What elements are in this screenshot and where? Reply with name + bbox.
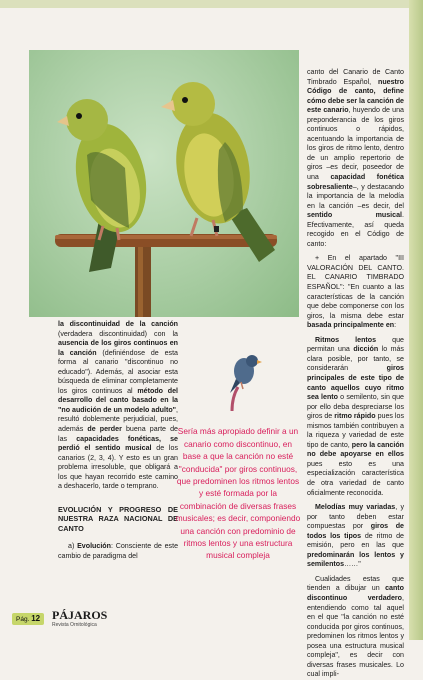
left-column: [58, 320, 178, 561]
right-paragraph-4: Melodías muy variadas, y por tanto deben estar compuestas por giros de todos los tipos de ritmo de emisión, pero en las que predominarán los lentos y semilentos……": [307, 503, 404, 569]
bird-icon: [226, 353, 262, 411]
left-paragraph-1: la discontinuidad de la canción (verdadera discontinuidad) con la ausencia de los giros continuos en la canción (definiéndose de esta forma al canario "discontinuo no educado"). Además, al asociar esta búsqueda de eliminar completamente los giros continuos al método del desarrollo del canto basado en la "no audición de un modelo adulto", resultó doblemente perjudicial, pues, además de perder buena parte de las capacidades fonéticas, se perdió el sentido musical de los canarios (2, 3, 4). Y esto es un gran problema irresoluble, que obligará a los que hayan recorrido este camino a deshacerlo, tarde o temprano.: [58, 320, 178, 491]
right-edge-stripe: [409, 0, 423, 640]
right-column: [307, 68, 404, 680]
magazine-logo: PÁJAROS: [52, 608, 108, 622]
top-edge: [0, 0, 423, 8]
right-paragraph-2: + En el apartado "III VALORACIÓN DEL CANTO. EL CANARIO TIMBRADO ESPAÑOL": "En cuanto a las características de la canción que debe componerse con los giros, la misma debe estar basada principalmente en:: [307, 254, 404, 330]
canary-photo: [29, 50, 299, 317]
page-number-badge: Pág. 12: [12, 613, 44, 625]
page-number: 12: [31, 614, 41, 623]
right-paragraph-3: Ritmos lentos que permitan una dicción lo más clara posible, por tanto, se considerarán giros principales de este tipo de canto aquellos cuyo ritmo sea lento o semilento, sin que por ello deba despreciarse los giros de ritmo rápido pues los mismos también contribuyen a la riqueza y variedad de este tipo de canto, pero la canción no debe apoyarse en ellos pues esto es una especialización característica de otra variedad de canto oficialmente reconocida.: [307, 335, 405, 497]
section-heading: EVOLUCIÓN Y PROGRESO DE NUESTRA RAZA NACIONAL DE CANTO: [58, 504, 178, 533]
right-paragraph-1: canto del Canario de Canto Timbrado Español, nuestro Código de canto, define cómo debe ser la canción de este canario, huyendo de una preponderancia de los giros continuos o rápidos, acentuando la importancia de los giros de ritmo lento, dentro de un amplio repertorio de giros –es decir, poseedor de una capacidad fonética sobresaliente–, y destacando la importancia de la melodía en la canción –es decir, del sentido musical. Efectivamente, así queda recogido en el Código de canto:: [307, 68, 404, 248]
left-paragraph-2: a) Evolución: Consciente de este cambio de paradigma del: [58, 542, 179, 560]
pull-quote: Sería más apropiado definir a un canario como discontinuo, en base a que la canción no esté "conducida" por giros continuos, que predominen los ritmos lentos y esté formada por la combinación de diversas frases musicales; es decir, componiendo una canción con predominio de ritmos lentos y una estructura musical compleja: [175, 426, 301, 561]
right-paragraph-5: Cualidades estas que tienden a dibujar un canto discontinuo verdadero, entendiendo como tal aquel en el que "la canción no esté conducida por giros continuos, predominen los ritmos lentos y posea una estructura musical compleja", es decir con diversas frases musicales. Lo cual impli-: [307, 574, 404, 679]
magazine-subtitle: Revista Ornitológica: [52, 622, 97, 628]
